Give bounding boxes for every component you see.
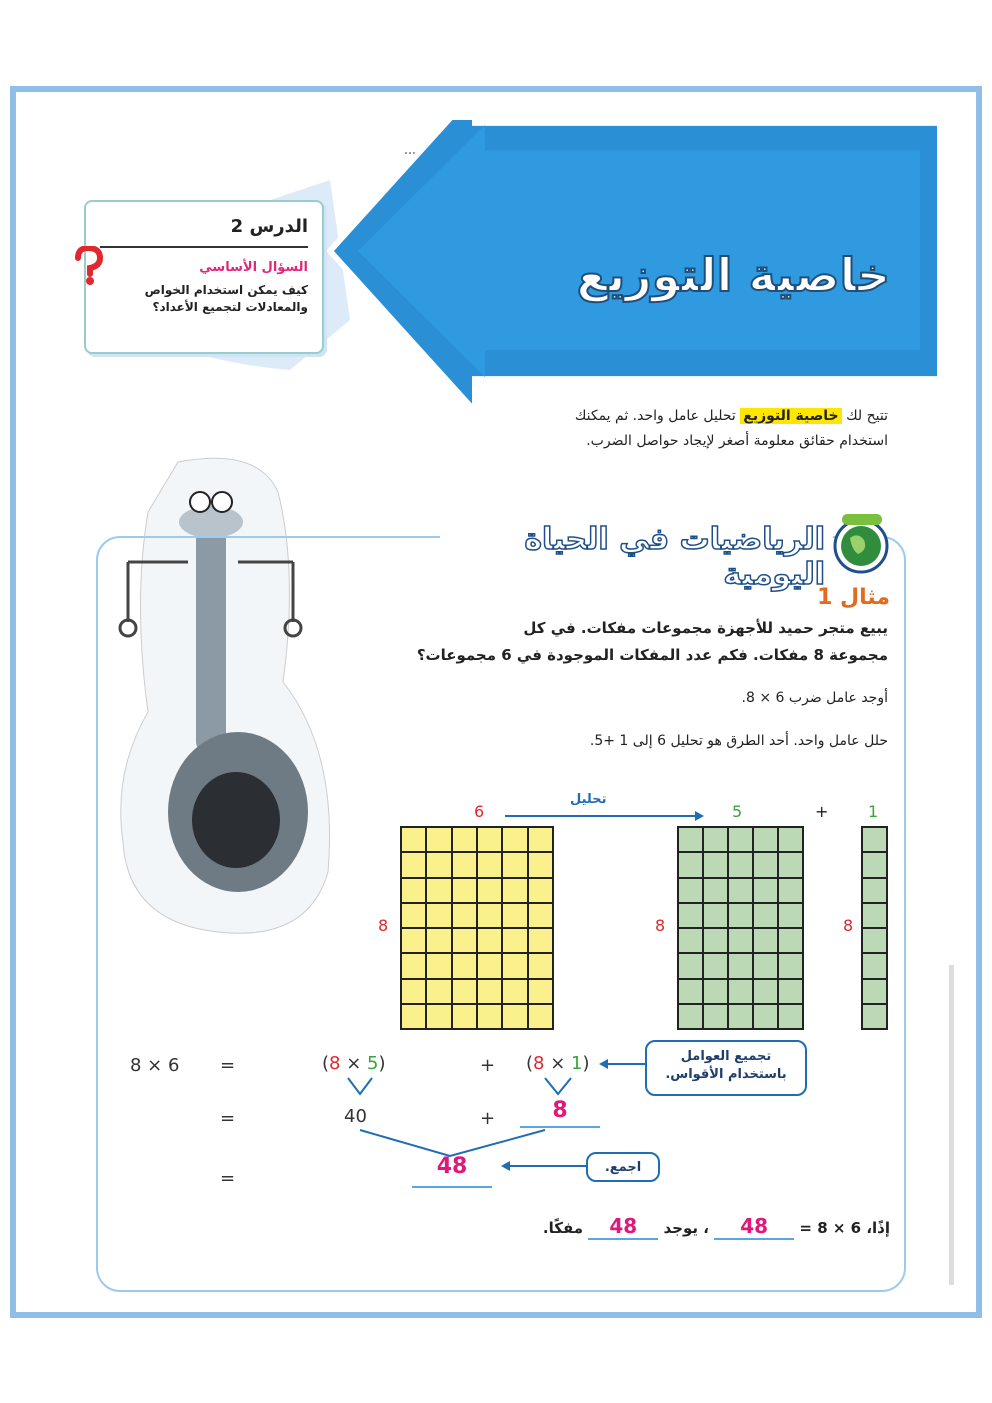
globe-icon (828, 510, 894, 576)
array-cell (704, 904, 727, 927)
array-cell (679, 1005, 702, 1028)
array-cell (679, 929, 702, 952)
mid-array-columns-label: 5 (732, 802, 743, 821)
array-cell (503, 954, 526, 977)
array-cell (704, 929, 727, 952)
plus-2: + (480, 1108, 496, 1129)
array-cell (729, 954, 752, 977)
array-cell (863, 853, 886, 876)
array-cell (779, 1005, 802, 1028)
array-cell (427, 904, 450, 927)
array-cell (453, 879, 476, 902)
array-cell (529, 828, 552, 851)
array-cell (503, 853, 526, 876)
essential-question-text: كيف يمكن استخدام الخواص والمعادلات لتجميع الأعداد؟ (144, 283, 308, 315)
equals-1: = (220, 1055, 236, 1076)
array-cell (779, 879, 802, 902)
array-cell (402, 853, 425, 876)
array-cell (779, 980, 802, 1003)
array-cell (754, 879, 777, 902)
array-6-by-8 (400, 826, 554, 1030)
array-cell (704, 853, 727, 876)
array-cell (503, 980, 526, 1003)
array-cell (863, 904, 886, 927)
array-cell (427, 954, 450, 977)
array-cell (402, 980, 425, 1003)
array-cell (679, 904, 702, 927)
divider (100, 246, 308, 248)
array-cell (729, 1005, 752, 1028)
array-cell (427, 828, 450, 851)
copyright-strip (946, 965, 958, 1285)
array-cell (453, 853, 476, 876)
example-title: مثال 1 (817, 585, 890, 610)
array-cell (779, 828, 802, 851)
array-cell (754, 904, 777, 927)
plus-sign: + (815, 802, 829, 821)
array-cell (427, 929, 450, 952)
plus-1: + (480, 1055, 496, 1076)
array-cell (779, 853, 802, 876)
product-expression: 8 × 6 (130, 1055, 180, 1076)
array-cell (529, 904, 552, 927)
array-cell (478, 954, 501, 977)
callout-add: اجمع. (586, 1152, 660, 1182)
word-problem: يبيع متجر حميد للأجهزة مجموعات مفكات. في كل مجموعة 8 مفكات. فكم عدد المفكات الموجودة في 6 مجموعات؟ (416, 619, 888, 664)
array-cell (478, 1005, 501, 1028)
step-1: أوجد عامل ضرب 6 × 8. (741, 690, 888, 706)
array-cell (453, 1005, 476, 1028)
array-cell (529, 1005, 552, 1028)
array-cell (779, 929, 802, 952)
array-cell (402, 929, 425, 952)
array-cell (754, 853, 777, 876)
array-cell (402, 879, 425, 902)
partial-product-40: 40 (344, 1106, 367, 1127)
array-cell (863, 954, 886, 977)
array-cell (478, 929, 501, 952)
array-cell (863, 929, 886, 952)
array-cell (754, 929, 777, 952)
array-cell (478, 828, 501, 851)
array-cell (503, 828, 526, 851)
array-cell (453, 929, 476, 952)
array-cell (529, 954, 552, 977)
array-cell (529, 853, 552, 876)
array-cell (863, 1005, 886, 1028)
array-5-by-8 (677, 826, 804, 1030)
lesson-number: الدرس 2 (230, 216, 308, 237)
array-cell (729, 828, 752, 851)
essential-question-label: السؤال الأساسي (199, 260, 308, 275)
array-cell (529, 879, 552, 902)
big-array-columns-label: 6 (474, 802, 485, 821)
array-cell (704, 1005, 727, 1028)
array-cell (779, 904, 802, 927)
section-title: الرياضيات في الحياة اليومية (440, 522, 833, 592)
array-cell (679, 879, 702, 902)
array-cell (679, 980, 702, 1003)
total-answer-field[interactable]: 48 (412, 1154, 492, 1188)
array-1-by-8 (861, 826, 888, 1030)
array-cell (679, 828, 702, 851)
small-array-columns-label: 1 (868, 802, 879, 821)
array-cell (402, 904, 425, 927)
array-cell (704, 879, 727, 902)
small-array-rows-label: 8 (843, 916, 854, 935)
partial-answer-field[interactable]: 8 (520, 1098, 600, 1128)
array-cell (704, 954, 727, 977)
callout-arrow-1 (598, 1056, 648, 1072)
array-cell (453, 980, 476, 1003)
array-cell (704, 980, 727, 1003)
grouped-product-1: (8 × 1) (526, 1053, 590, 1074)
array-cell (503, 879, 526, 902)
array-cell (779, 954, 802, 977)
array-cell (704, 828, 727, 851)
callout-arrow-2 (500, 1158, 590, 1174)
question-mark-icon (70, 246, 104, 286)
array-cell (754, 1005, 777, 1028)
callout-group-factors: تجميع العوامل باستخدام الأقواس. (645, 1040, 807, 1096)
array-cell (427, 879, 450, 902)
array-cell (754, 980, 777, 1003)
array-cell (863, 879, 886, 902)
array-cell (478, 904, 501, 927)
mid-array-rows-label: 8 (655, 916, 666, 935)
intro-paragraph: تتيح لك خاصية التوزيع تحليل عامل واحد. ثم يمكنك استخدام حقائق معلومة أصغر لإيجاد حواصل الضرب. (574, 408, 888, 449)
array-cell (503, 1005, 526, 1028)
lesson-card (84, 200, 324, 354)
array-cell (729, 879, 752, 902)
step-2: حلل عامل واحد. أحد الطرق هو تحليل 6 إلى 1 +5. (589, 733, 888, 749)
conclusion-answer-1[interactable]: 48 (714, 1214, 794, 1240)
array-cell (402, 828, 425, 851)
array-cell (427, 980, 450, 1003)
array-cell (863, 828, 886, 851)
array-cell (679, 954, 702, 977)
array-cell (529, 980, 552, 1003)
array-cell (478, 980, 501, 1003)
array-cell (754, 828, 777, 851)
array-cell (453, 904, 476, 927)
array-cell (729, 929, 752, 952)
array-cell (478, 879, 501, 902)
array-cell (402, 1005, 425, 1028)
array-cell (754, 954, 777, 977)
conclusion-sentence: إذًا، 6 × 8 = 48 ، يوجد 48 مفكًا. (542, 1214, 890, 1238)
array-cell (427, 853, 450, 876)
decompose-arrow (505, 806, 705, 822)
array-cell (453, 828, 476, 851)
equals-2: = (220, 1108, 236, 1129)
array-cell (679, 853, 702, 876)
grouped-product-5: (8 × 5) (322, 1053, 386, 1074)
decompose-label: تحليل (570, 792, 607, 807)
array-cell (503, 929, 526, 952)
array-cell (729, 904, 752, 927)
lesson-title: خاصية التوزيع (576, 248, 890, 302)
equals-3: = (220, 1168, 236, 1189)
array-cell (729, 980, 752, 1003)
array-cell (729, 853, 752, 876)
conclusion-answer-2[interactable]: 48 (588, 1214, 658, 1240)
big-array-rows-label: 8 (378, 916, 389, 935)
array-cell (427, 1005, 450, 1028)
key-term-highlight: خاصية التوزيع (740, 408, 841, 424)
array-cell (863, 980, 886, 1003)
array-cell (478, 853, 501, 876)
array-cell (402, 954, 425, 977)
array-cell (503, 904, 526, 927)
array-cell (453, 954, 476, 977)
array-cell (529, 929, 552, 952)
